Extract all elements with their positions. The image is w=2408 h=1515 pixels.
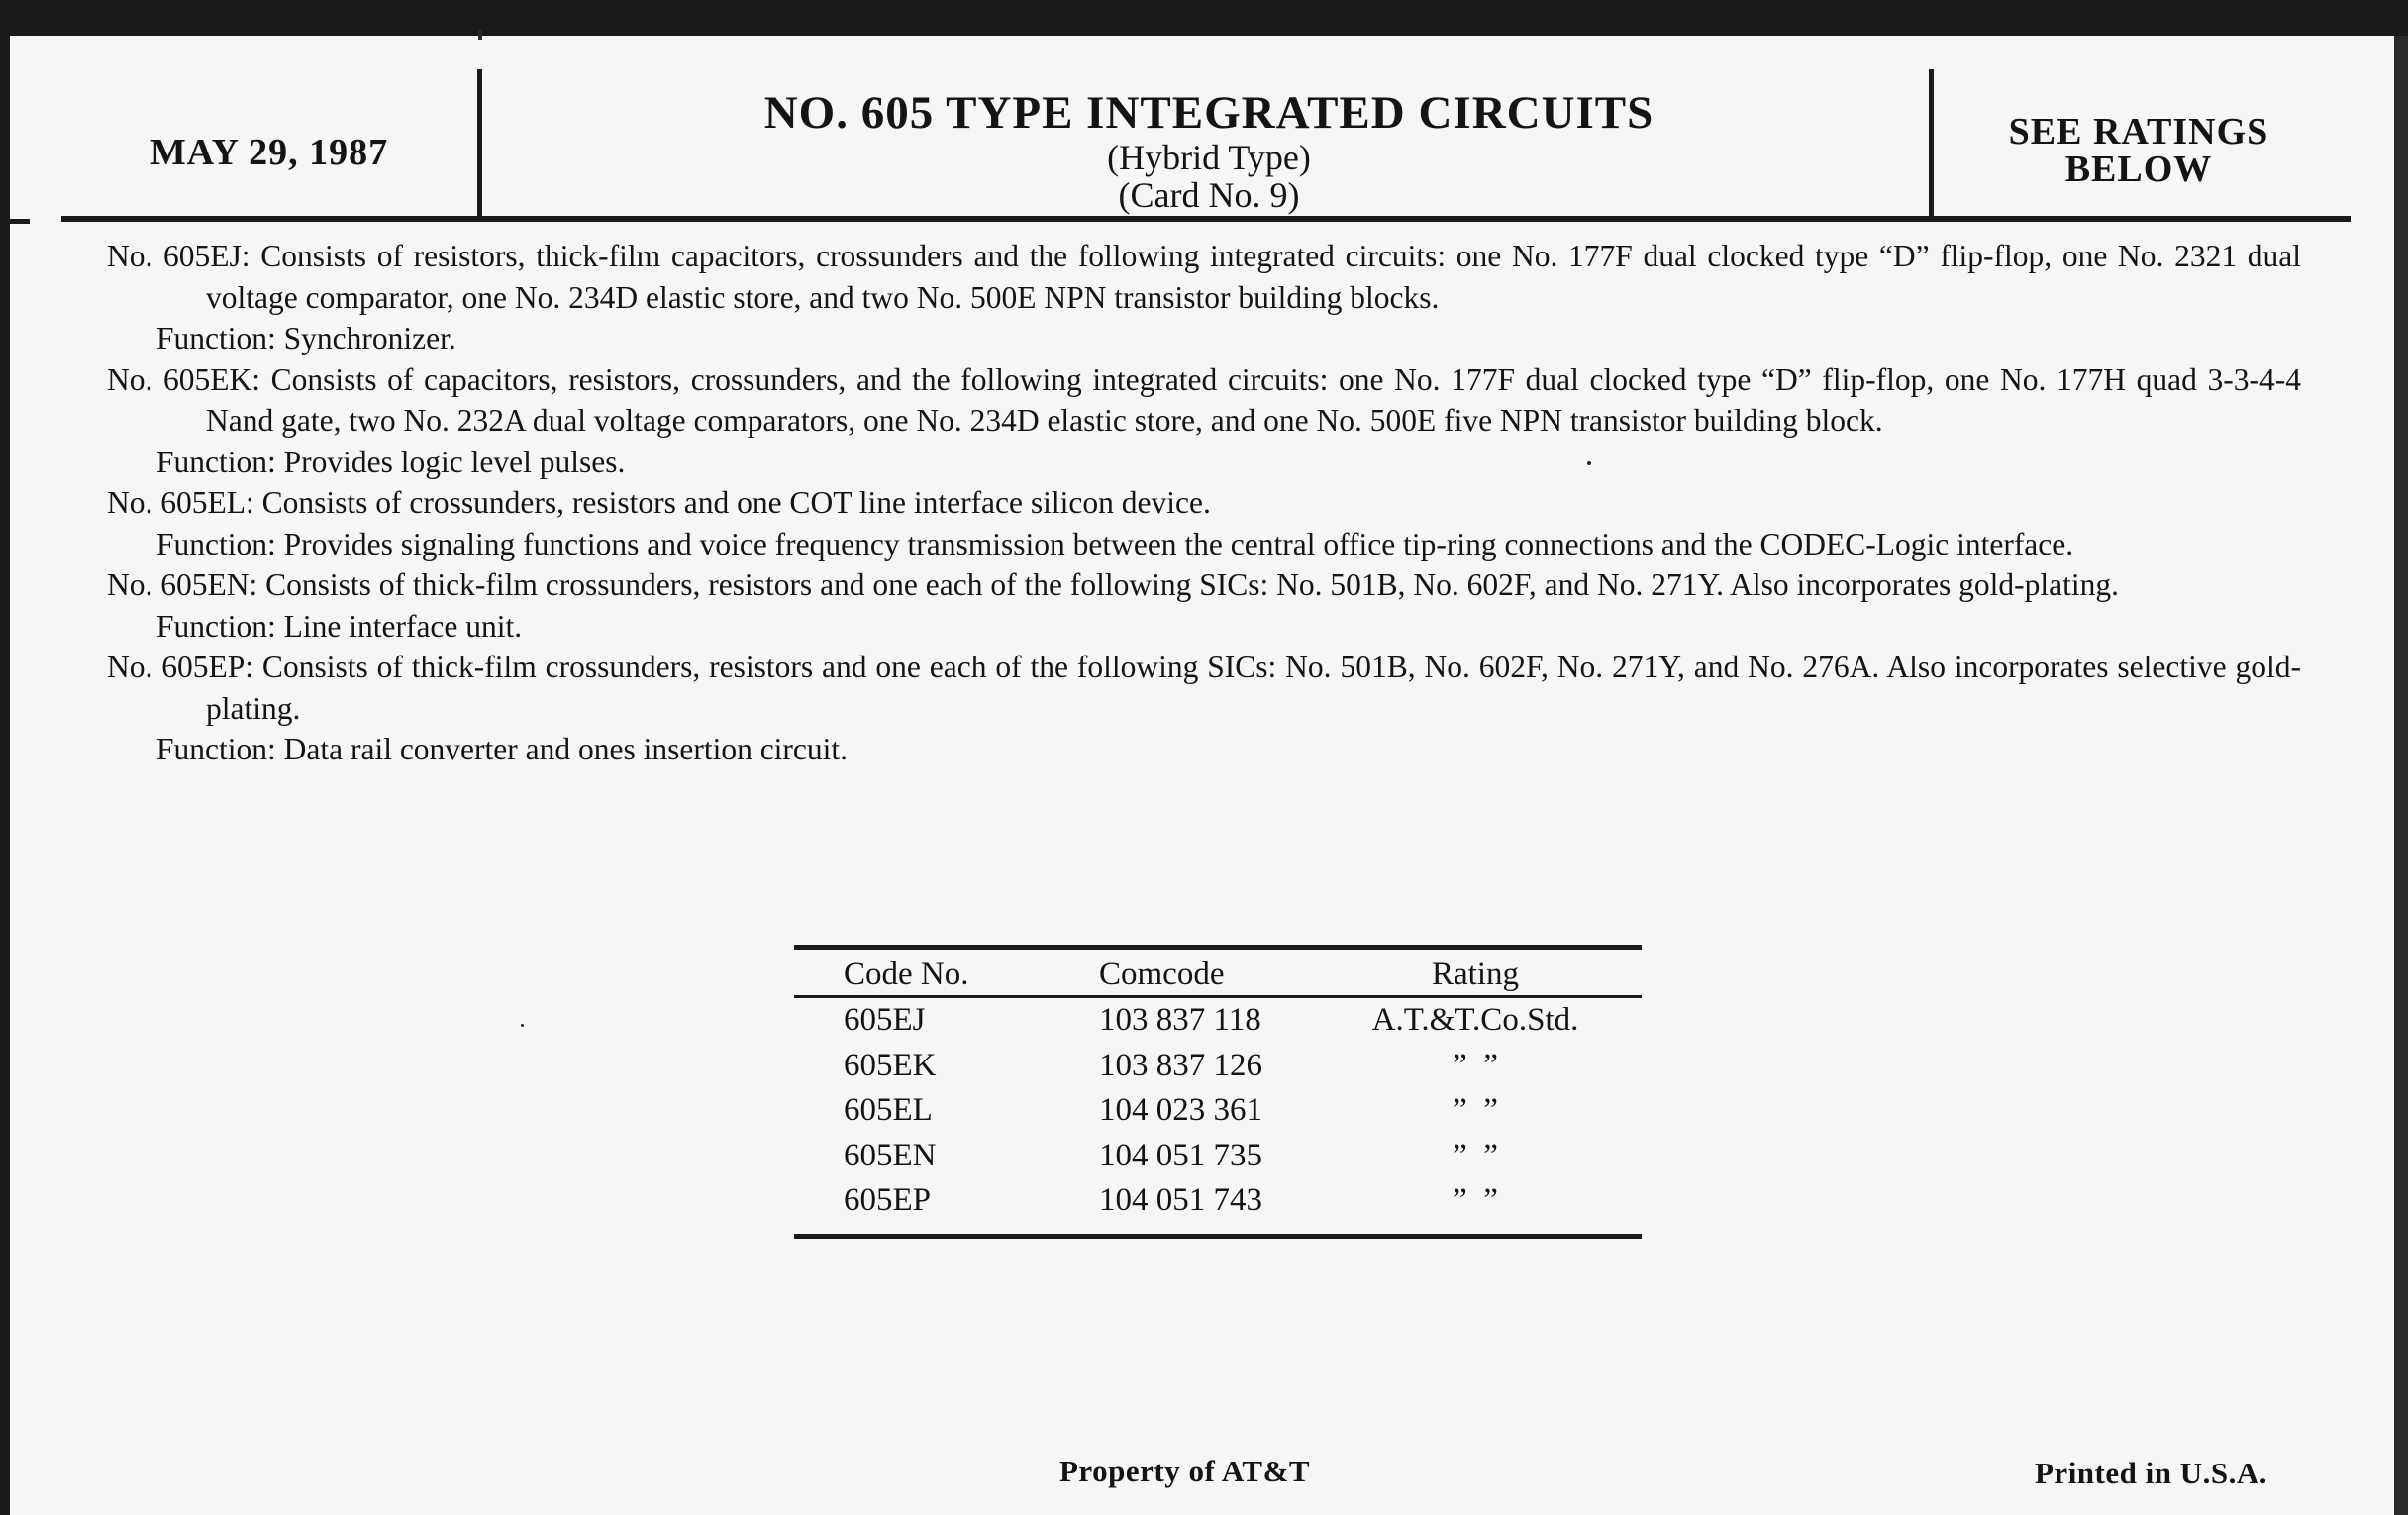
card-subtitle: (Hybrid Type)	[1107, 138, 1311, 177]
cell-comcode: 103 837 126	[1099, 1047, 1262, 1083]
print-speck	[521, 1024, 524, 1027]
entry-605el-function: Function: Provides signaling functions and voice frequency transmission between the central office tip-ring connections and the CODEC-Logic interface.	[156, 526, 2074, 561]
header-rating: Rating	[1432, 957, 1519, 992]
cell-comcode: 104 051 735	[1099, 1137, 1262, 1173]
entry-605ep-description: No. 605EP: Consists of thick-film crossunders, resistors and one each of the following SICs: No. 501B, No. 602F, No. 271Y, and No. 276A. Also incorporates selective gold-plating.	[107, 650, 2301, 726]
cell-comcode: 103 837 118	[1099, 1002, 1261, 1038]
entry-605ek-description: No. 605EK: Consists of capacitors, resistors, crossunders, and the following integrated circuits: one No. 177F dual clocked type “D” flip-flop, one No. 177H quad 3-3-4-4 Nand gate, two No. 232A dual voltage comparators, one No. 234D elastic store, and one No. 500E five NPN transistor building block.	[107, 361, 2301, 438]
card-edge-shadow	[2394, 36, 2408, 1515]
header-code-no: Code No.	[844, 957, 969, 992]
card-title-block	[485, 87, 1933, 214]
print-speck	[1587, 461, 1591, 465]
card-date: MAY 29, 1987	[150, 132, 389, 173]
cell-code: 605EK	[844, 1047, 937, 1083]
cell-rating-ditto: ” ”	[1453, 1047, 1498, 1083]
cell-code: 605EJ	[844, 1002, 926, 1038]
cell-comcode: 104 051 743	[1099, 1182, 1262, 1218]
card-number: (Card No. 9)	[1118, 175, 1300, 215]
entry-605en-function: Function: Line interface unit.	[156, 608, 523, 644]
entry-605el-description: No. 605EL: Consists of crossunders, resistors and one COT line interface silicon device.	[107, 485, 1211, 520]
cell-rating-ditto: ” ”	[1453, 1182, 1498, 1218]
header-divider-left	[477, 69, 482, 218]
cell-code: 605EN	[844, 1137, 937, 1173]
cell-code: 605EP	[844, 1182, 932, 1218]
cell-comcode: 104 023 361	[1099, 1092, 1262, 1128]
card-title: NO. 605 TYPE INTEGRATED CIRCUITS	[763, 87, 1655, 139]
ratings-note	[1936, 113, 2342, 188]
table-row	[794, 1134, 1642, 1179]
card-edge-mark	[0, 219, 30, 224]
ratings-note-line2: BELOW	[2064, 149, 2213, 190]
cell-rating-ditto: ” ”	[1453, 1092, 1498, 1128]
cell-code: 605EL	[844, 1092, 933, 1128]
header-comcode: Comcode	[1099, 957, 1225, 992]
table-bottom-rule	[794, 1234, 1642, 1239]
table-row	[794, 1044, 1642, 1089]
entries-section	[107, 236, 2301, 770]
cell-rating: A.T.&T.Co.Std.	[1371, 1002, 1579, 1038]
property-notice: Property of AT&T	[1059, 1454, 1311, 1488]
table-row	[794, 1088, 1642, 1134]
table-row	[794, 1178, 1642, 1224]
entry-605ek-function: Function: Provides logic level pulses.	[156, 444, 626, 479]
entry-605en-description: No. 605EN: Consists of thick-film crossunders, resistors and one each of the following SICs: No. 501B, No. 602F, and No. 271Y. Also incorporates gold-plating.	[107, 567, 2119, 602]
card-notch	[478, 30, 482, 40]
cell-rating-ditto: ” ”	[1453, 1137, 1498, 1173]
printed-notice: Printed in U.S.A.	[2035, 1456, 2267, 1490]
entry-605ep-function: Function: Data rail converter and ones insertion circuit.	[156, 732, 849, 766]
table-header-row	[794, 950, 1642, 995]
entry-605ej-function: Function: Synchronizer.	[156, 321, 456, 355]
ratings-note-line1: SEE RATINGS	[2008, 111, 2269, 152]
entry-605ej-description: No. 605EJ: Consists of resistors, thick-film capacitors, crossunders and the following integrated circuits: one No. 177F dual clocked type “D” flip-flop, one No. 2321 dual voltage comparator, one No. 234D elastic store, and two No. 500E NPN transistor building blocks.	[107, 239, 2301, 315]
header-divider-right	[1929, 69, 1934, 218]
ratings-table	[794, 945, 1642, 1239]
header-rule	[61, 216, 2351, 222]
table-row	[794, 998, 1642, 1044]
